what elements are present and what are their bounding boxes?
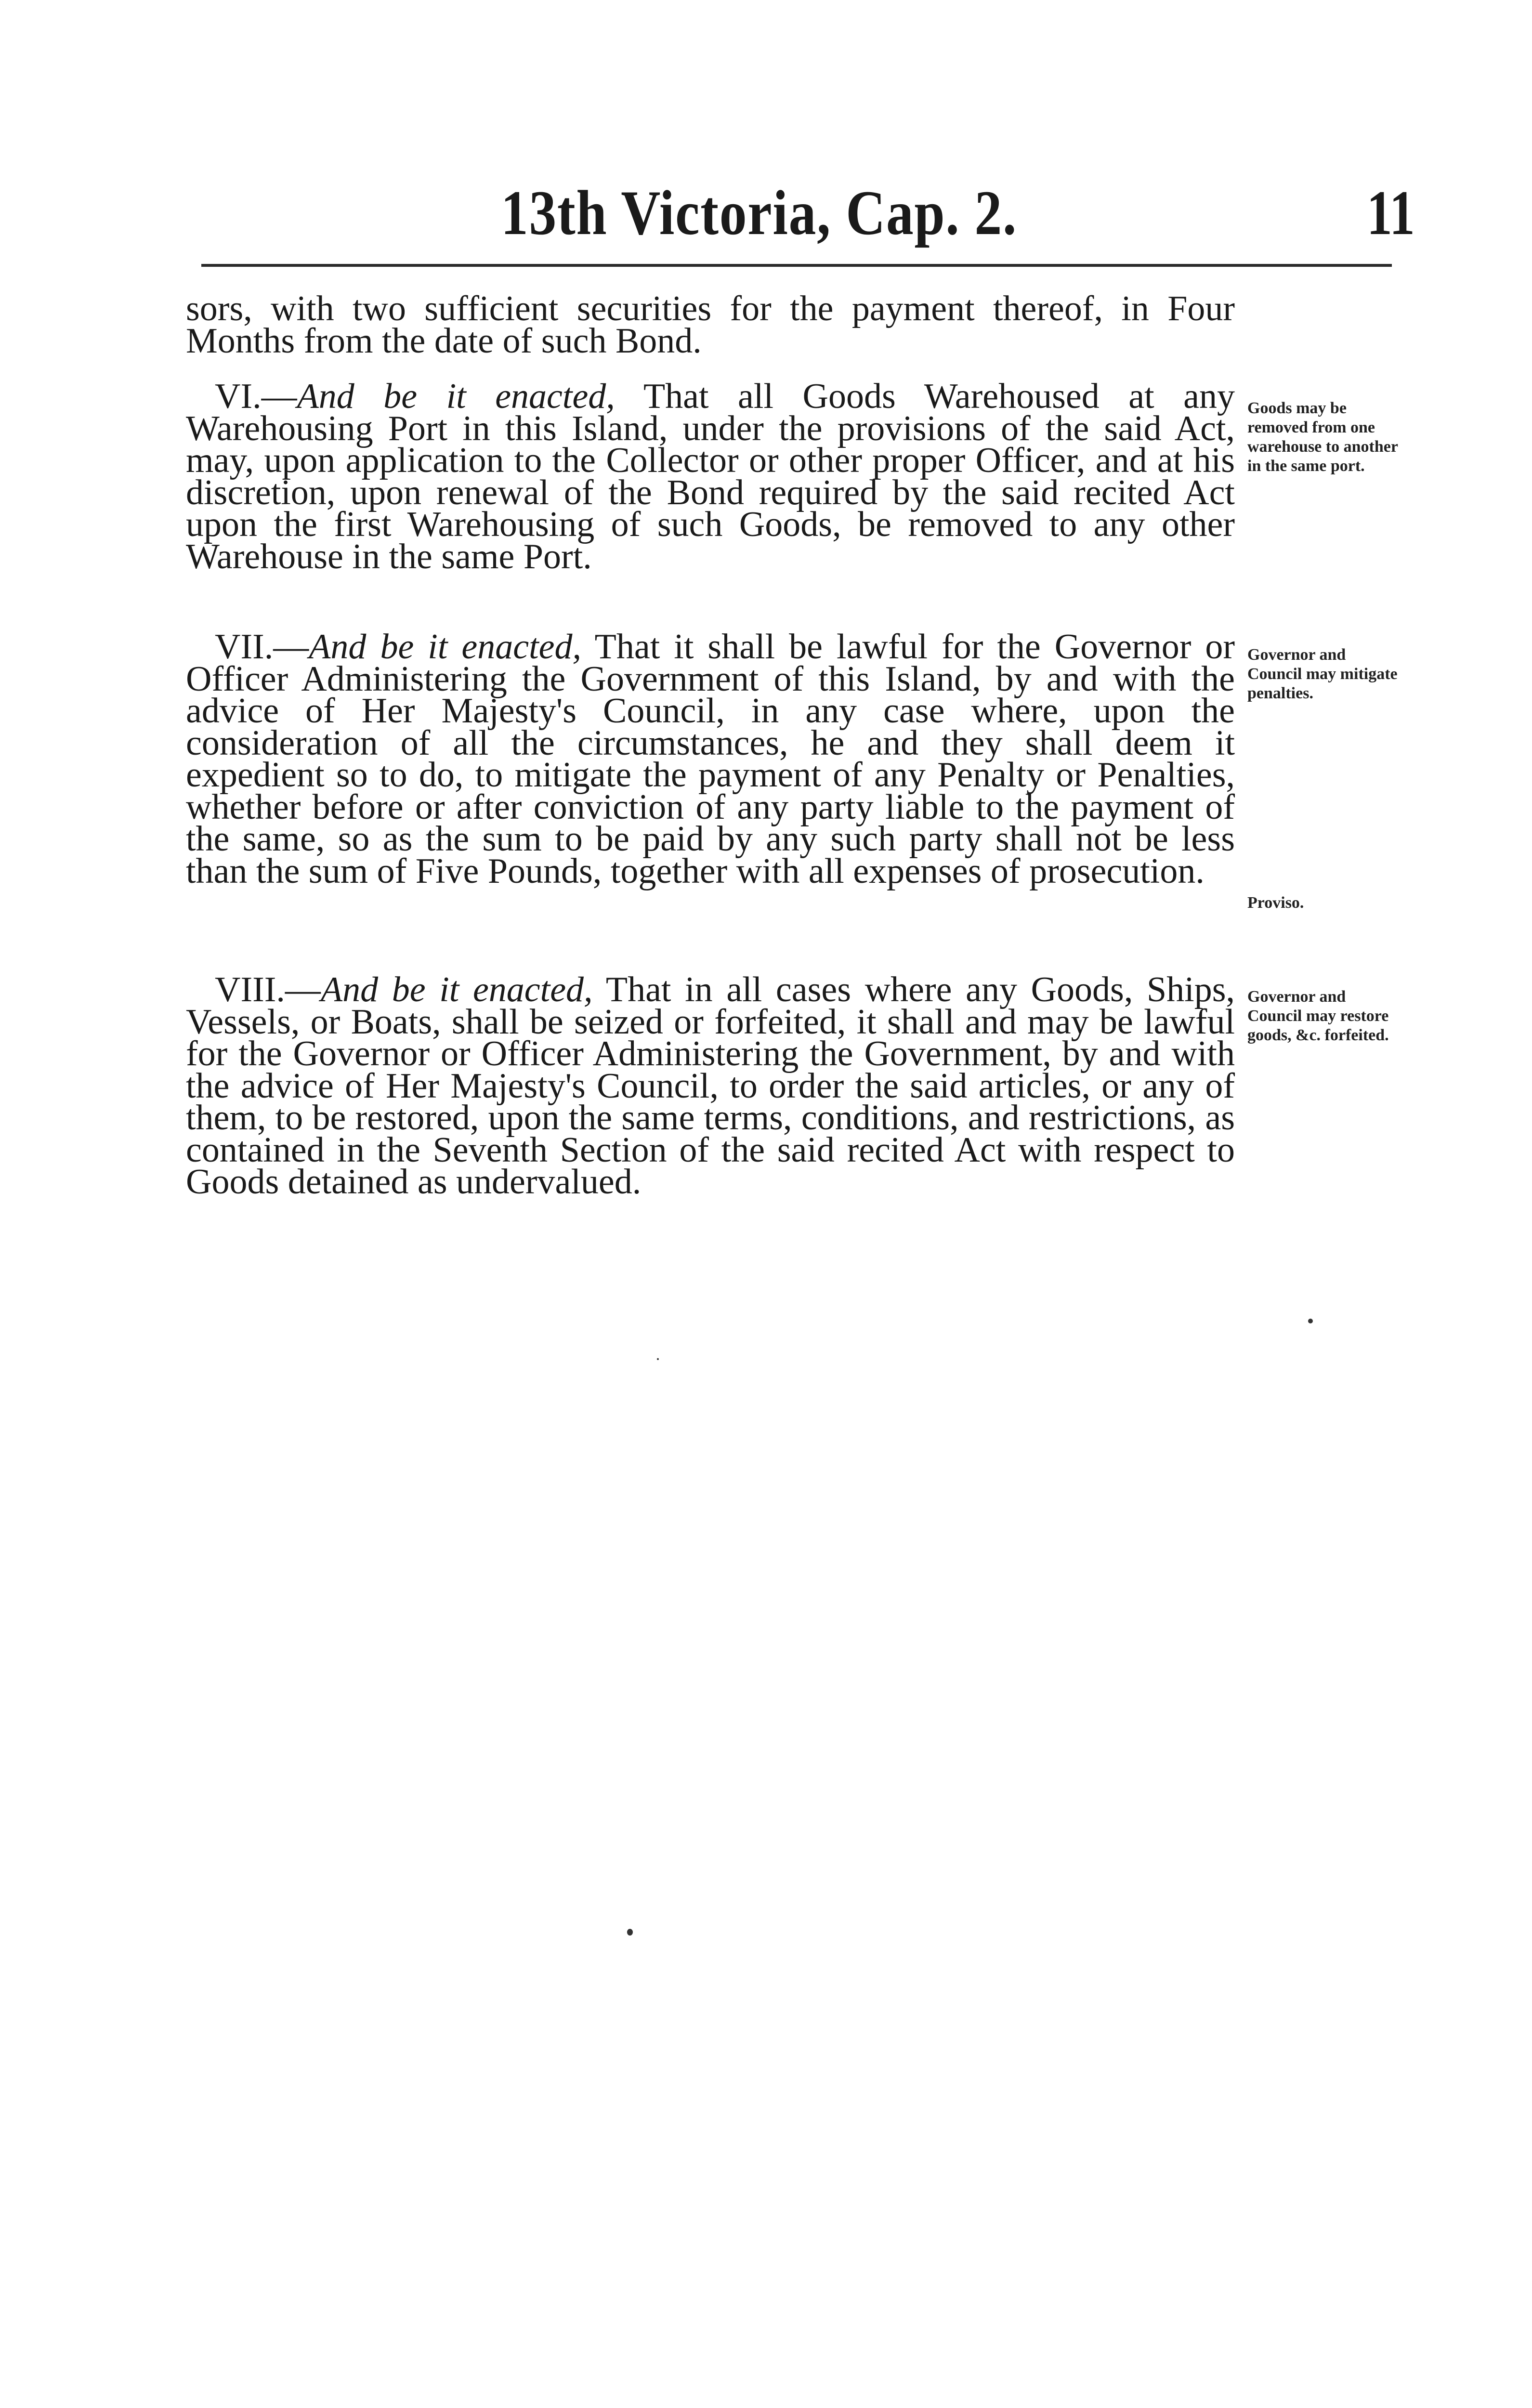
section-vii — [186, 627, 1235, 891]
section-heading: And be it enacted, — [297, 377, 615, 416]
section-heading: And be it enacted, — [309, 627, 582, 667]
print-speck — [657, 1358, 659, 1360]
page-number: 11 — [1367, 177, 1415, 248]
margin-note-goods-removed: Goods may be removed from one warehouse to another in the same port. — [1247, 399, 1398, 475]
margin-note-proviso: Proviso. — [1247, 894, 1304, 912]
section-vi — [186, 377, 1235, 576]
section-text: That it shall be lawful for the Governor or Officer Administering the Government of this Island, by and with the advice of Her Majesty's Council, in any case where, upon the consideration of all the circumstances, he and they shall deem it expedient so to do, to mitigate the payment of any Penalty or Penalties, whether before or after conviction of any party liable to the payment of the same, so as the sum to be paid by any such party shall not be less than the sum of Five Pounds, together with all expenses of prosecution. — [186, 627, 1235, 891]
section-text: That all Goods Warehoused at any Warehousing Port in this Island, under the provisions of the said Act, may, upon application to the Collector or other proper Officer, and at his discretion, upon renewal of the Bond required by the said recited Act upon the first Warehousing of such Goods, be removed to any other Warehouse in the same Port. — [186, 377, 1235, 576]
section-viii — [186, 970, 1235, 1202]
section-number: VI.— — [215, 377, 297, 416]
margin-note-restore-goods: Governor and Council may restore goods, &c. forfeited. — [1247, 988, 1389, 1044]
margin-note-mitigate-penalties: Governor and Council may mitigate penalties. — [1247, 646, 1398, 702]
running-head-title: 13th Victoria, Cap. 2. — [501, 177, 1018, 248]
header-rule — [201, 264, 1392, 267]
print-speck — [1308, 1319, 1313, 1323]
print-speck — [627, 1929, 633, 1936]
paragraph-continuation — [186, 289, 1235, 361]
section-number: VII.— — [215, 627, 309, 667]
paragraph-text: sors, with two sufficient securities for the payment thereof, in Four Months from the date of such Bond. — [186, 289, 1235, 361]
section-heading: And be it enacted, — [320, 970, 593, 1009]
section-number: VIII.— — [215, 970, 321, 1009]
section-text: That in all cases where any Goods, Ships, Vessels, or Boats, shall be seized or forfeited, it shall and may be lawful for the Governor or Officer Administering the Government, by and with the advice of Her Majesty's Council, to order the said articles, or any of them, to be restored, upon the same terms, conditions, and restrictions, as contained in the Seventh Section of the said recited Act with respect to Goods detained as undervalued. — [186, 970, 1235, 1202]
